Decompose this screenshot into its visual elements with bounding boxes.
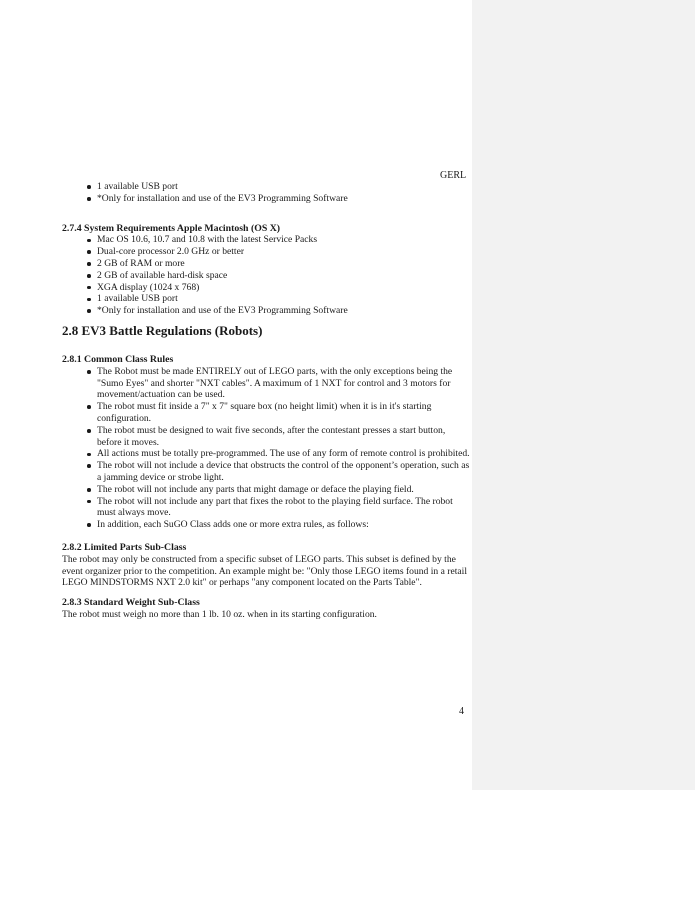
heading-2-8-1: 2.8.1 Common Class Rules [62,353,174,365]
list-item: 1 available USB port [97,181,472,193]
page-body [62,181,472,621]
list-item: Dual-core processor 2.0 GHz or better [97,246,472,258]
mac-requirements-list [62,234,472,317]
list-item: The robot will not include any parts that might damage or deface the playing field. [97,484,472,496]
list-item: 2 GB of RAM or more [97,258,472,270]
paragraph-standard-weight: The robot must weigh no more than 1 lb. 10 oz. when in its starting configuration. [62,608,377,620]
heading-2-7-4: 2.7.4 System Requirements Apple Macintosh (OS X) [62,222,281,234]
list-item: The robot will not include any part that fixes the robot to the playing field surface. The robot must always move. [97,496,472,520]
heading-2-8-3: 2.8.3 Standard Weight Sub-Class [62,597,200,609]
list-item: All actions must be totally pre-programmed. The use of any form of remote control is prohibited. [97,448,472,460]
list-item: 2 GB of available hard-disk space [97,270,472,282]
top-bullet-list [62,181,472,205]
page-header: GERL [440,170,467,181]
list-item: Mac OS 10.6, 10.7 and 10.8 with the latest Service Packs [97,234,472,246]
page-number: 4 [459,706,464,717]
comment-margin-pane [472,0,695,790]
list-item: *Only for installation and use of the EV3 Programming Software [97,305,472,317]
list-item: XGA display (1024 x 768) [97,282,472,294]
list-item: *Only for installation and use of the EV3 Programming Software [97,193,472,205]
heading-2-8: 2.8 EV3 Battle Regulations (Robots) [62,322,263,338]
paragraph-limited-parts: The robot may only be constructed from a specific subset of LEGO parts. This subset is defined by the event organizer prior to the competition. An example might be: "Only those LEGO items found in a retail LEGO MINDSTORMS NXT 2.0 kit" or perhaps "any component located on the Parts Table". [62,553,467,589]
list-item: The robot must be designed to wait five seconds, after the contestant presses a start button, before it moves. [97,425,472,449]
list-item: The robot must fit inside a 7" x 7" square box (no height limit) when it is in it's starting configuration. [97,401,472,425]
common-rules-list [62,366,472,531]
list-item: 1 available USB port [97,293,472,305]
heading-2-8-2: 2.8.2 Limited Parts Sub-Class [62,541,187,553]
list-item: The Robot must be made ENTIRELY out of LEGO parts, with the only exceptions being the "Sumo Eyes" and shorter "NXT cables". A maximum of 1 NXT for control and 3 motors for movement/actuation can be used. [97,366,472,401]
list-item: In addition, each SuGO Class adds one or more extra rules, as follows: [97,519,472,531]
list-item: The robot will not include a device that obstructs the control of the opponent’s operation, such as a jamming device or strobe light. [97,460,472,484]
